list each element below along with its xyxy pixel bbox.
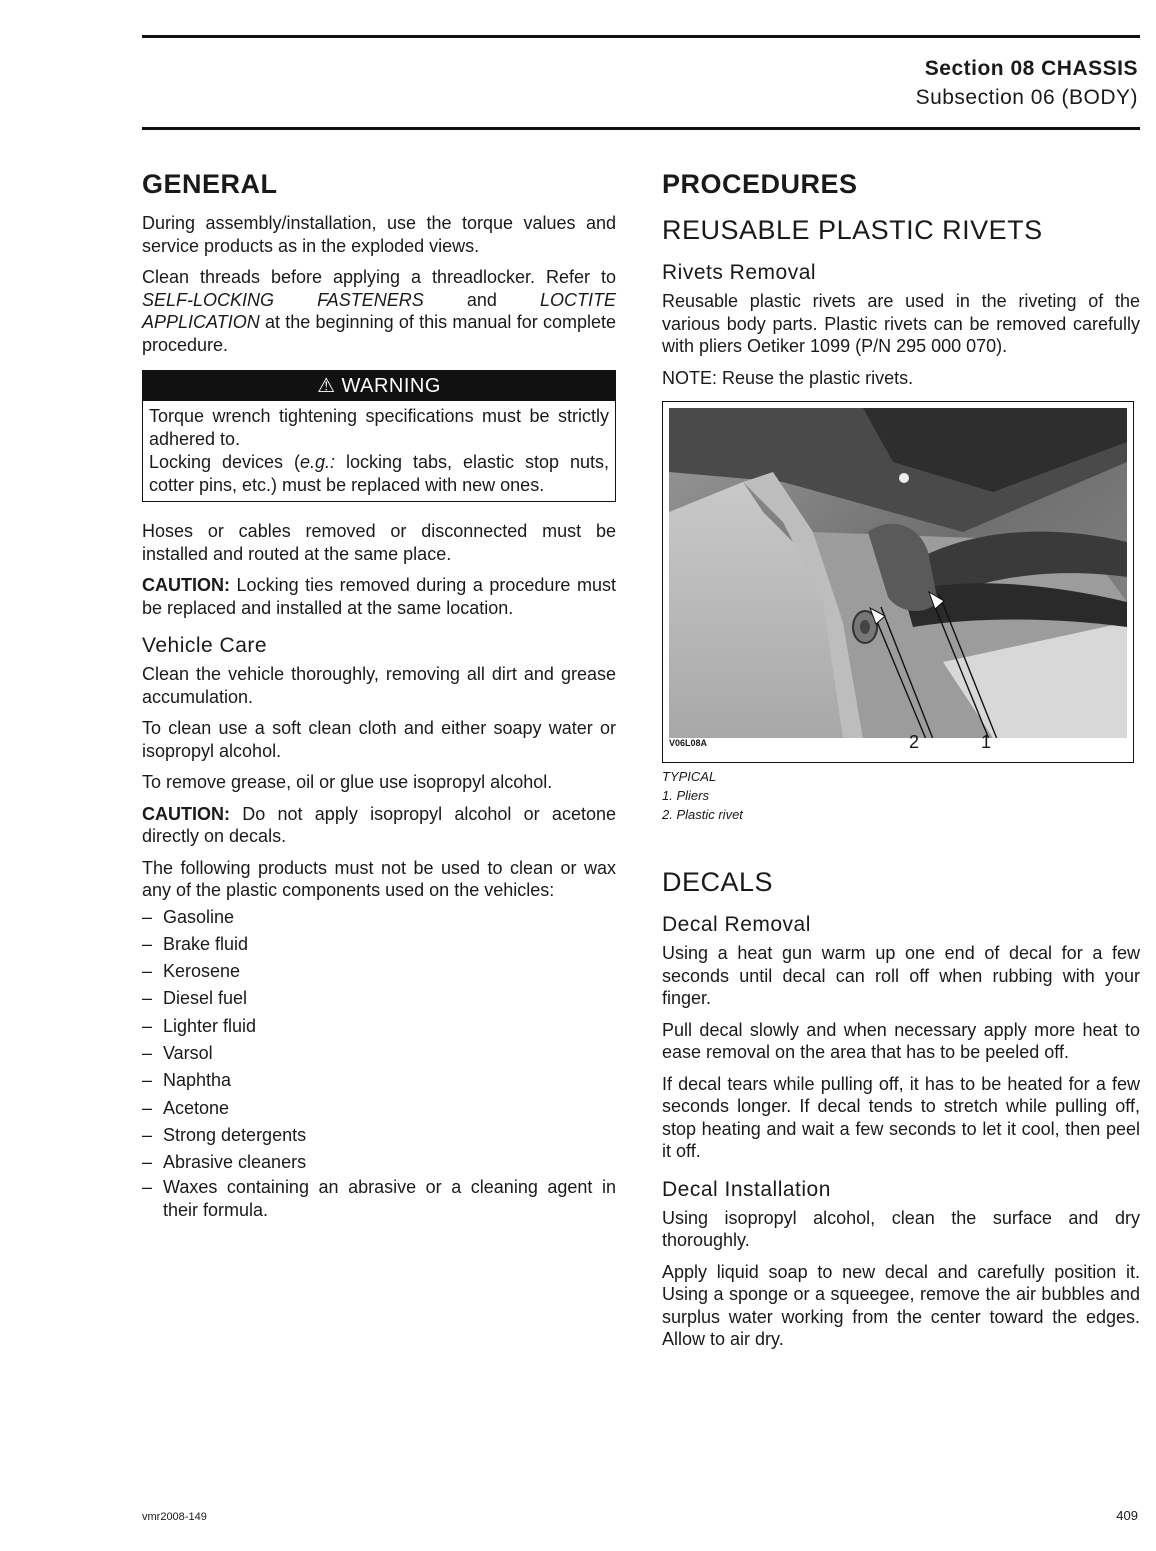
list-item: – Gasoline	[142, 904, 616, 931]
caution-locking-ties	[142, 574, 616, 619]
left-column	[142, 160, 616, 1222]
caption-item-2: 2. Plastic rivet	[662, 807, 743, 822]
footer-document-code: vmr2008-149	[142, 1511, 207, 1523]
vehicle-care-paragraph-4: The following products must not be used to clean or wax any of the plastic components used on the vehicles:	[142, 857, 616, 900]
page-number: 409	[1116, 1508, 1138, 1523]
decal-removal-paragraph-1: Using a heat gun warm up one end of decal for a few seconds until decal can roll off when rubbing with your finger.	[662, 943, 1140, 1008]
rivets-note: NOTE: Reuse the plastic rivets.	[662, 367, 914, 388]
callout-1: 1	[981, 732, 992, 752]
self-locking-reference: SELF-LOCKING FASTENERS	[142, 289, 424, 310]
subsection-header: Subsection 06 (BODY)	[915, 86, 1138, 109]
list-item: – Diesel fuel	[142, 985, 616, 1012]
text-run: and	[423, 289, 540, 310]
section-header: Section 08 CHASSIS	[924, 57, 1138, 80]
decal-removal-paragraph-3: If decal tears while pulling off, it has to be heated for a few seconds longer. If decal tends to stretch while pulling off, stop heating and wait a few seconds to let it cool, then peel it off.	[662, 1073, 1140, 1161]
warning-line-1: Torque wrench tightening specifications must be strictly adhered to.	[149, 406, 609, 449]
caption-title: TYPICAL	[662, 769, 717, 784]
top-rule	[142, 35, 1140, 38]
vehicle-care-heading: Vehicle Care	[142, 634, 268, 657]
list-item: – Waxes containing an abrasive or a cleaning agent in their formula.	[142, 1176, 616, 1222]
pliers-photo	[663, 402, 1133, 762]
warning-triangle-icon: ⚠	[317, 375, 336, 397]
list-item: – Acetone	[142, 1095, 616, 1122]
vehicle-care-paragraph-2: To clean use a soft clean cloth and either soapy water or isopropyl alcohol.	[142, 718, 616, 761]
vehicle-care-paragraph-1: Clean the vehicle thoroughly, removing all dirt and grease accumulation.	[142, 664, 616, 707]
caution-label: CAUTION:	[142, 803, 230, 824]
list-item: – Naphtha	[142, 1067, 616, 1094]
rivet-removal-figure	[662, 401, 1134, 763]
warning-body	[143, 401, 615, 501]
decal-removal-heading: Decal Removal	[662, 913, 811, 936]
list-item: – Lighter fluid	[142, 1013, 616, 1040]
decal-installation-paragraph-1: Using isopropyl alcohol, clean the surface and dry thoroughly.	[662, 1207, 1140, 1250]
text-run: e.g.:	[300, 452, 336, 472]
rivets-heading: REUSABLE PLASTIC RIVETS	[662, 215, 1043, 245]
decals-heading: DECALS	[662, 867, 774, 897]
general-paragraph-1: During assembly/installation, use the torque values and service products as in the exploded views.	[142, 213, 616, 256]
warning-header	[143, 371, 615, 401]
text-run: Locking devices (	[149, 452, 301, 472]
decal-installation-heading: Decal Installation	[662, 1177, 831, 1201]
callout-2: 2	[909, 732, 920, 752]
rivets-removal-heading: Rivets Removal	[662, 261, 817, 284]
header-rule	[142, 127, 1140, 130]
warning-line-2	[149, 451, 609, 497]
list-item: – Varsol	[142, 1040, 616, 1067]
warning-box	[142, 370, 616, 502]
text-run: locking tabs, elastic stop nuts, cotter pins, etc.) must be replaced with new ones.	[149, 452, 610, 495]
caution-decals	[142, 803, 616, 848]
figure-code: V06L08A	[669, 738, 708, 748]
list-item: – Abrasive cleaners	[142, 1149, 616, 1176]
procedures-heading: PROCEDURES	[662, 169, 858, 199]
text-run: at the beginning of this manual for complete procedure.	[142, 312, 616, 355]
caution-text: Do not apply isopropyl alcohol or acetone directly on decals.	[142, 803, 616, 846]
list-item: – Strong detergents	[142, 1122, 616, 1149]
hoses-paragraph: Hoses or cables removed or disconnected must be installed and routed at the same place.	[142, 521, 616, 564]
rivets-removal-paragraph: Reusable plastic rivets are used in the riveting of the various body parts. Plastic rivets can be removed carefully with pliers Oetiker 1099 (P/N 295 000 070).	[662, 291, 1140, 356]
caution-text: Locking ties removed during a procedure must be replaced and installed at the same location.	[142, 575, 616, 618]
loctite-reference: LOCTITE APPLICATION	[142, 289, 616, 332]
list-item: – Kerosene	[142, 958, 616, 985]
warning-title: WARNING	[341, 375, 441, 397]
general-paragraph-2	[142, 266, 616, 356]
list-item: – Brake fluid	[142, 931, 616, 958]
decal-installation-paragraph-2: Apply liquid soap to new decal and carefully position it. Using a sponge or a squeegee, remove the air bubbles and surplus water working from the center toward the edges. Allow to air dry.	[662, 1261, 1140, 1349]
prohibited-products-list	[142, 904, 616, 1223]
caution-label: CAUTION:	[142, 575, 230, 595]
caption-item-1: 1. Pliers	[662, 788, 709, 803]
right-column	[662, 160, 1140, 1360]
vehicle-care-paragraph-3: To remove grease, oil or glue use isopropyl alcohol.	[142, 772, 553, 792]
general-heading: GENERAL	[142, 169, 278, 199]
decal-removal-paragraph-2: Pull decal slowly and when necessary apply more heat to ease removal on the area that has to be peeled off.	[662, 1019, 1140, 1062]
text-run: Clean threads before applying a threadlocker. Refer to	[142, 267, 616, 287]
